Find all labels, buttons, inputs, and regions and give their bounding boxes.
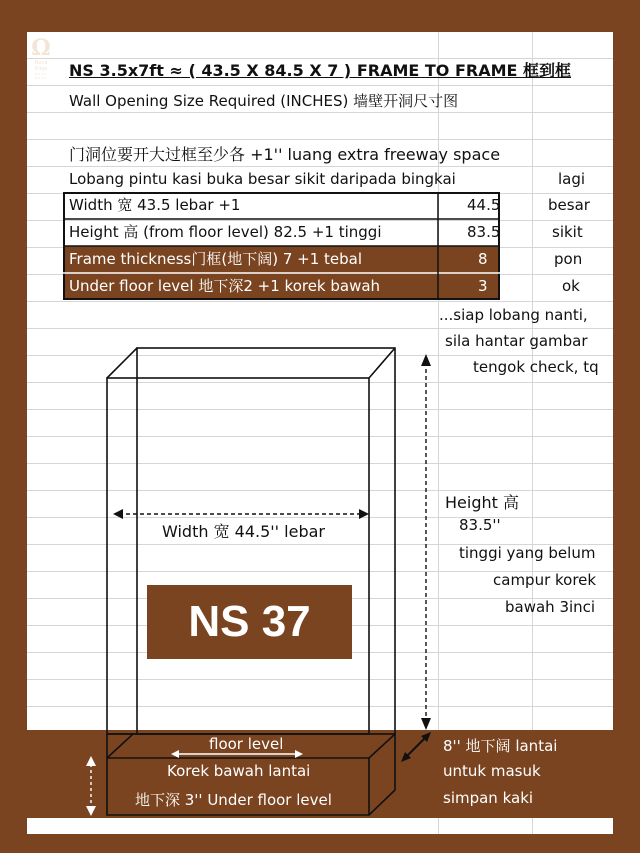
product-badge: NS 37 [147,585,352,659]
right-note-line-1: ...siap lobang nanti, [439,306,588,324]
note-word-besar: besar [548,196,590,214]
height-line-3: tinggi yang belum [459,544,596,562]
table-row-frame-label: Frame thickness门框(地下阔) 7 +1 tebal [69,250,363,268]
under-floor-label: 地下深 3'' Under floor level [135,791,332,809]
korek-label: Korek bawah lantai [167,762,311,780]
page-title: NS 3.5x7ft ≈ ( 43.5 X 84.5 X 7 ) FRAME TO FRAME 框到框 [69,61,572,80]
table-row-height-label: Height 高 (from floor level) 82.5 +1 tinggi [69,223,382,241]
floor-level-label: floor level [209,735,284,753]
table-row-width-value: 44.5 [467,196,501,214]
width-dimension-label: Width 宽 44.5'' lebar [159,519,328,542]
door-frame-drawing [27,32,613,834]
height-line-5: bawah 3inci [505,598,596,616]
omega-logo-icon: Ω [31,35,51,61]
side-note-line-1: 8'' 地下阔 lantai [443,737,558,755]
side-note-line-2: untuk masuk [443,762,541,780]
table-row-underfloor-value: 3 [478,277,488,295]
note-line-2: Lobang pintu kasi buka besar sikit daripada bingkai [69,170,456,188]
page-subtitle: Wall Opening Size Required (INCHES) 墙壁开洞尺寸图 [69,92,459,110]
note-word-pon: pon [554,250,583,268]
note-word-ok: ok [562,277,580,295]
logo-tagline: NOVA EDGE [34,72,48,80]
table-row-underfloor-label: Under floor level 地下深2 +1 korek bawah [69,277,381,295]
note-word-lagi: lagi [558,170,586,188]
note-word-sikit: sikit [552,223,583,241]
spreadsheet-sheet [27,32,613,834]
right-note-line-2: sila hantar gambar [445,332,588,350]
side-note-line-3: simpan kaki [443,789,534,807]
table-row-width-label: Width 宽 43.5 lebar +1 [69,196,241,214]
height-line-2: 83.5'' [459,516,501,534]
right-note-line-3: tengok check, tq [473,358,599,376]
height-line-4: campur korek [493,571,597,589]
logo-brand-text: Nova Edge [34,60,48,72]
table-row-height-value: 83.5 [467,223,501,241]
table-row-frame-value: 8 [478,250,488,268]
note-line-1: 门洞位要开大过框至少各 +1'' luang extra freeway space [69,145,501,164]
height-line-1: Height 高 [445,493,519,512]
